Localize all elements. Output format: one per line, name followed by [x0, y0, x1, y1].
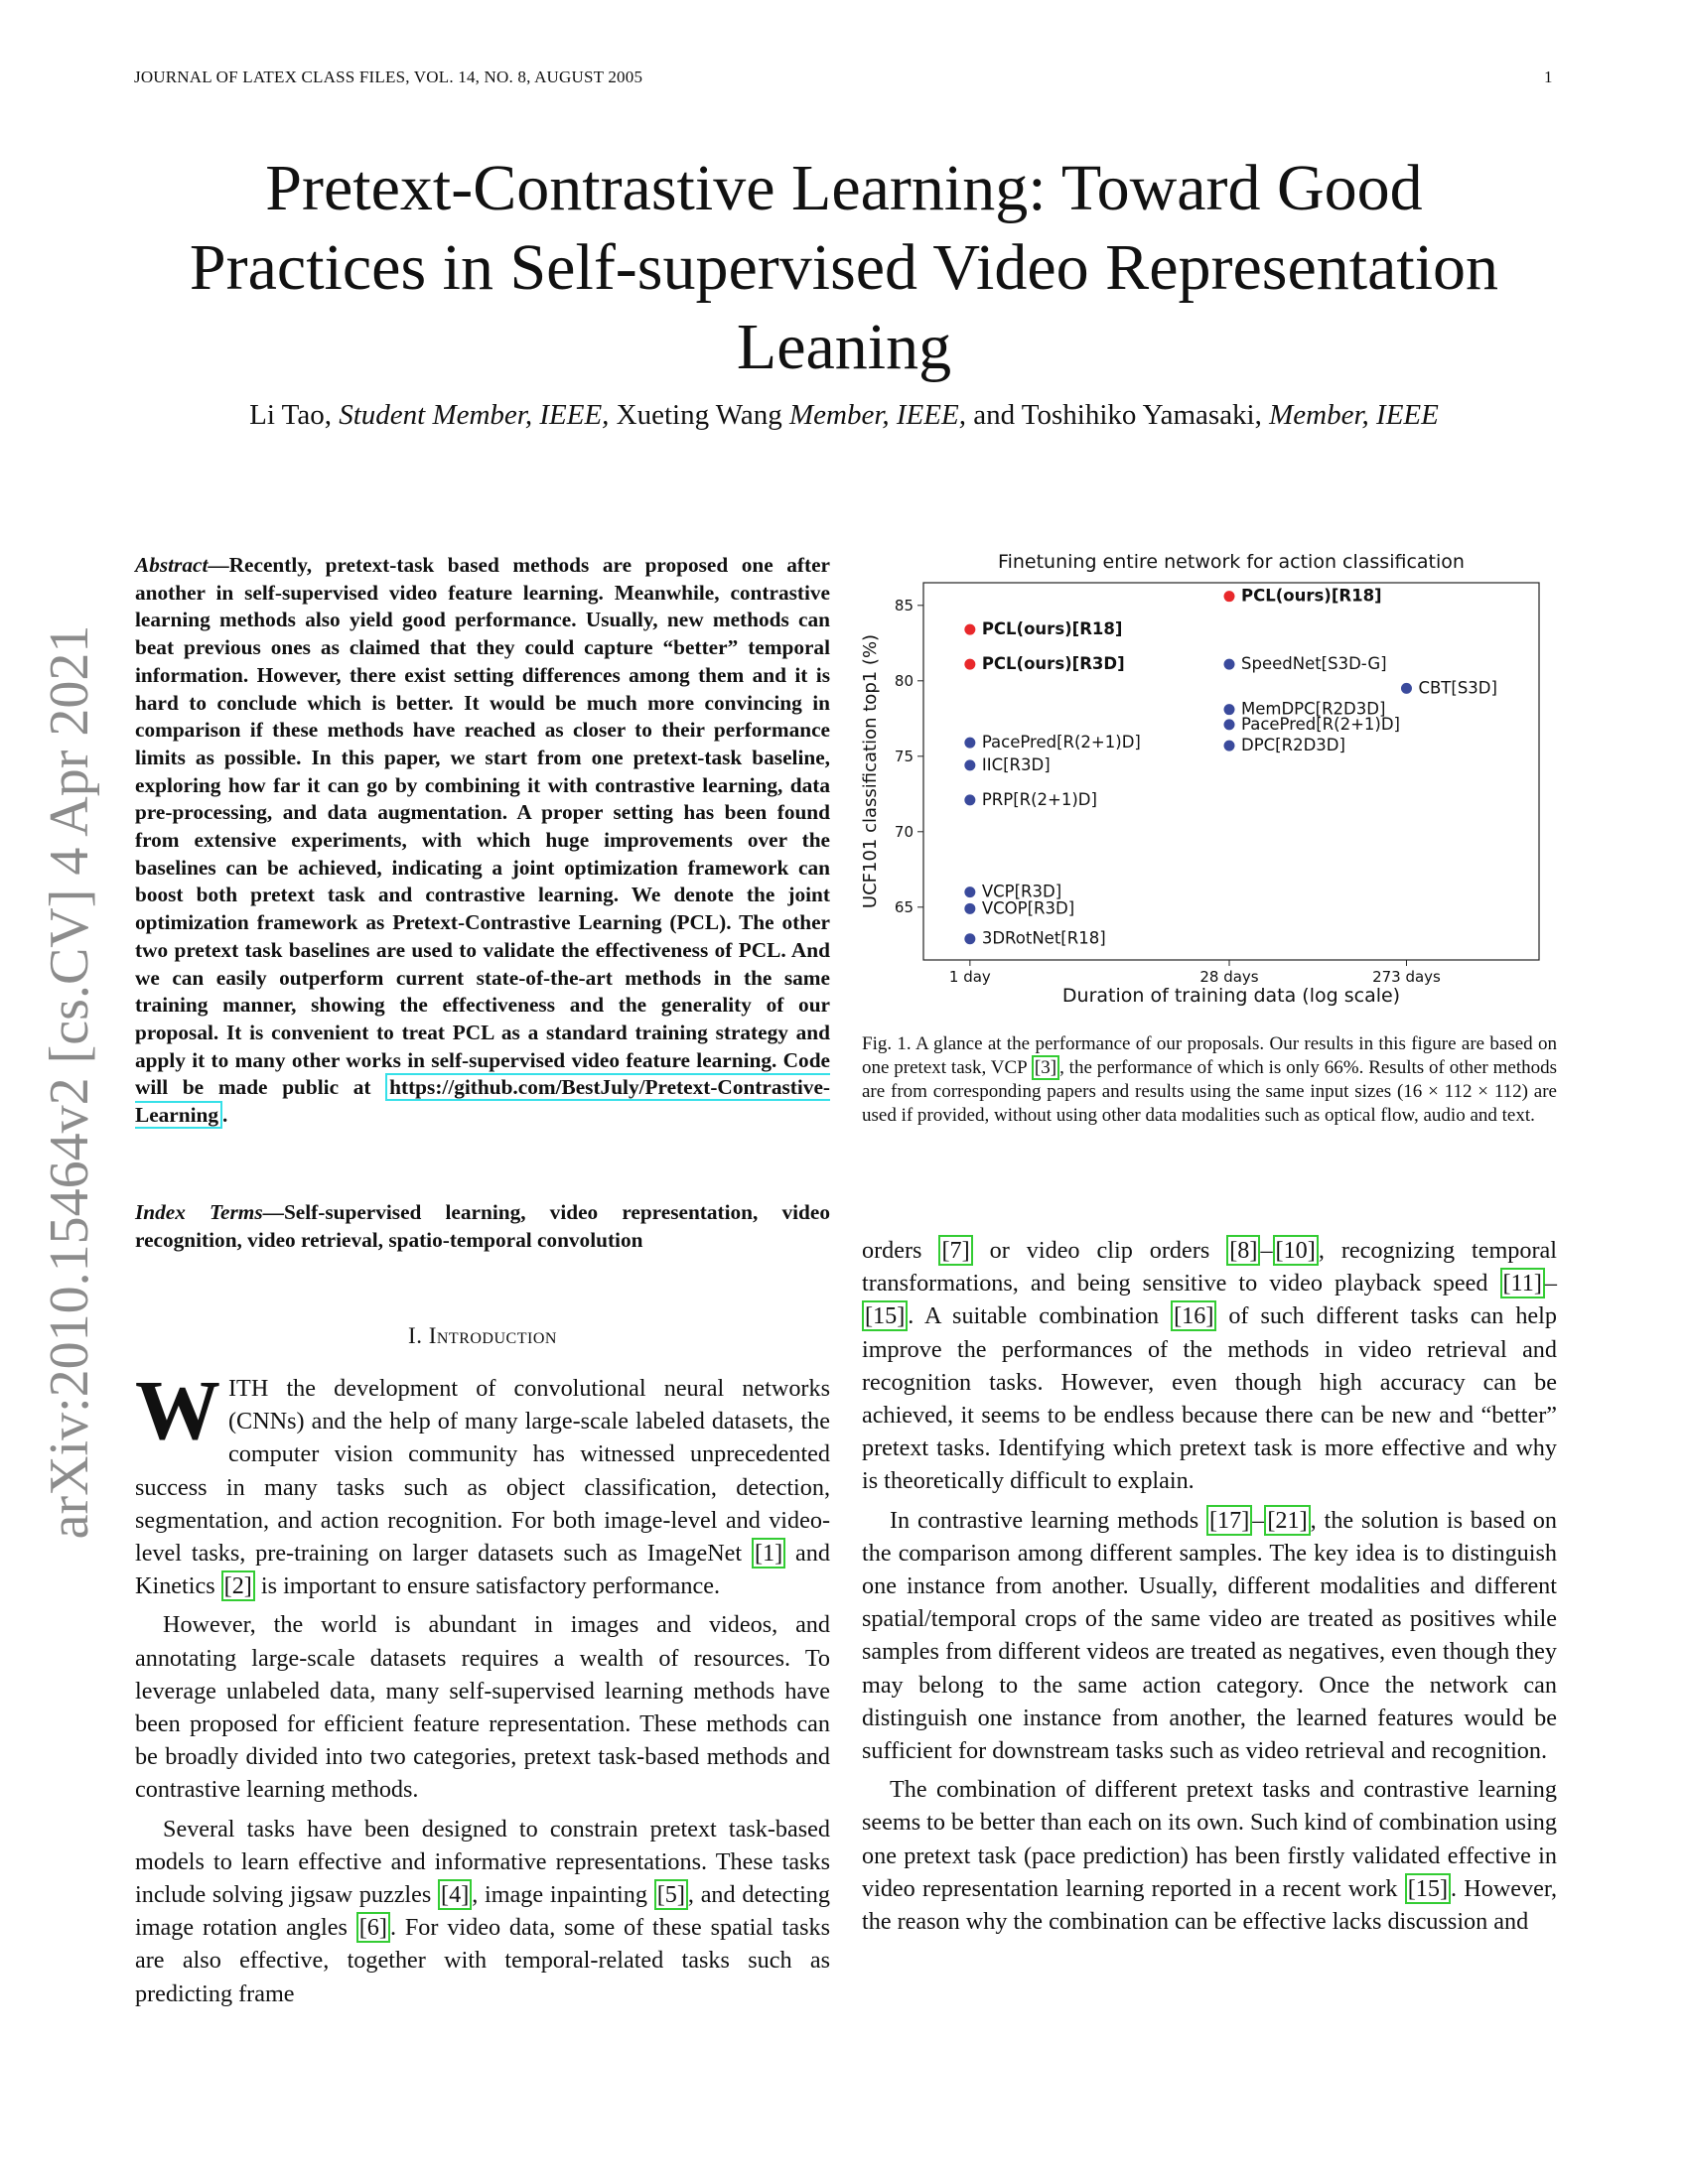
- text-run: and Kinetics: [135, 1540, 830, 1600]
- citation-link[interactable]: [16]: [1171, 1300, 1216, 1331]
- point-label: VCP[R3D]: [981, 882, 1062, 901]
- text-run: , image inpainting: [472, 1881, 654, 1909]
- data-point: [964, 933, 975, 944]
- abstract-lead: Abstract: [135, 553, 209, 577]
- author-1-role: Student Member, IEEE,: [339, 399, 610, 431]
- data-point: [1224, 659, 1235, 670]
- text-run: In contrastive learning methods: [890, 1506, 1206, 1534]
- abstract-text: —Recently, pretext-task based methods are proposed one after another in self-supervised video feature learning. Meanwhile, contrastive learning methods also yield good performance. Usually, new methods can beat previous ones as claimed that they could capture “better” temporal information. However, there exist setting differences among them and it is hard to conclude which is better. It would be much more convincing in comparison if these methods have reached as closer to their performance limits as possible. In this paper, we start from one pretext-task baseline, exploring how far it can go by combining it with contrastive learning, data pre-processing, and data augmentation. A proper setting has been found from extensive experiments, with which huge improvements over the baselines can be achieved, indicating a joint optimization framework can boost both pretext task and contrastive learning. We denote the joint optimization framework as Pretext-Contrastive Learning (PCL). The other two pretext task baselines are used to validate the effectiveness of PCL. And we can easily outperform current state-of-the-art methods in the same training manner, showing the effectiveness and the generality of our proposal. It is convenient to treat PCL as a standard training strategy and apply it to many other works in self-supervised video feature learning. Code will be made public at: [135, 553, 830, 1100]
- x-axis: [949, 960, 1441, 986]
- section-number: I.: [408, 1323, 423, 1348]
- citation-link[interactable]: [15]: [862, 1300, 908, 1331]
- paper-title: [129, 149, 1559, 387]
- citation-link[interactable]: [5]: [654, 1879, 688, 1910]
- intro-paragraph-2: However, the world is abundant in images and videos, and annotating large-scale datasets requires a wealth of resources. To leverage unlabeled data, many self-supervised learning methods have been proposed for efficient feature representation. These methods can be broadly divided into two categories, pretext task-based methods and contrastive learning methods.: [135, 1611, 830, 1804]
- author-3-name: and Toshihiko Yamasaki,: [973, 399, 1262, 431]
- y-tick-label: 65: [894, 897, 914, 916]
- citation-link[interactable]: [3]: [1032, 1055, 1059, 1080]
- data-point: [964, 624, 975, 635]
- data-point: [1224, 591, 1235, 602]
- text-run: Fig. 1. A glance at the performance of our proposals. Our results in this figure are based on one pretext task, VCP: [862, 1033, 1557, 1078]
- index-terms: [135, 1199, 830, 1254]
- intro-paragraph-3: [135, 1813, 830, 2010]
- point-label: PCL(ours)[R3D]: [981, 654, 1125, 674]
- index-terms-lead: Index Terms: [135, 1200, 263, 1224]
- point-label: CBT[S3D]: [1418, 678, 1497, 698]
- text-run: The combination of different pretext tasks and contrastive learning seems to be better than each on its own. Such kind of combination using one pretext task (pace prediction) has been firstly validated effective in video representation learning reported in a recent work: [862, 1776, 1557, 1902]
- y-axis-label: UCF101 classification top1 (%): [860, 633, 881, 909]
- figure-1-caption: [862, 1032, 1557, 1128]
- text-run: . A suitable combination: [908, 1302, 1172, 1330]
- text-run: of such different tasks can help improve the performances of the methods in video retrieval and recognition tasks. However, even though high accuracy can be achieved, it seems to be endless because there can be new and “better” pretext tasks. Identifying which pretext task is more effective and why is theoretically difficult to explain.: [862, 1302, 1557, 1495]
- x-axis-label: Duration of training data (log scale): [1061, 985, 1401, 1007]
- data-point: [964, 759, 975, 770]
- title-line-2: Practices in Self-supervised Video Representation: [189, 231, 1499, 304]
- y-tick-label: 70: [894, 822, 914, 841]
- x-tick-label: 28 days: [1199, 968, 1259, 986]
- text-run: , the performance of which is only 66%. Results of other methods are from corresponding papers and results using the same input sizes (16 × 112 × 112) are used if provided, without using other data modalities such as optical flow, audio and text.: [862, 1057, 1557, 1126]
- data-point: [964, 903, 975, 914]
- data-point: [964, 887, 975, 897]
- text-run: , recognizing temporal transformations, and being sensitive to video playback speed: [862, 1237, 1558, 1297]
- citation-link[interactable]: [11]: [1500, 1268, 1545, 1298]
- text-run: . However, the reason why the combination can be effective lacks discussion and: [862, 1874, 1557, 1936]
- intro-right-column: [862, 1234, 1557, 1944]
- section-heading: [135, 1323, 830, 1349]
- text-run: –: [1260, 1237, 1273, 1264]
- point-label: PCL(ours)[R18]: [981, 619, 1123, 639]
- text-run: , and detecting image rotation angles: [135, 1881, 830, 1942]
- data-point: [964, 794, 975, 805]
- text-run: –: [1252, 1506, 1265, 1534]
- citation-link[interactable]: [15]: [1405, 1873, 1451, 1904]
- abstract: [135, 552, 830, 1130]
- text-run: ITH the development of convolutional neural networks (CNNs) and the help of many large-scale labeled datasets, the computer vision community has witnessed unprecedented success in many tasks such as object classification, detection, segmentation, and action recognition. For both image-level and video-level tasks, pre-training on larger datasets such as ImageNet: [135, 1375, 830, 1568]
- running-head: JOURNAL OF LATEX CLASS FILES, VOL. 14, NO. 8, AUGUST 2005: [134, 68, 643, 86]
- text-run: . For video data, some of these spatial tasks are also effective, together with temporal-related tasks such as predicting frame: [135, 1914, 831, 2007]
- right-paragraph-2: [862, 1504, 1557, 1768]
- text-run: orders: [862, 1237, 939, 1264]
- citation-link[interactable]: [21]: [1264, 1505, 1310, 1536]
- abstract-end: .: [222, 1103, 228, 1128]
- citation-link[interactable]: [6]: [356, 1912, 390, 1943]
- text-run: is important to ensure satisfactory performance.: [254, 1572, 720, 1600]
- data-point: [1224, 741, 1235, 751]
- point-label: 3DRotNet[R18]: [981, 928, 1106, 948]
- citation-link[interactable]: [10]: [1273, 1235, 1319, 1266]
- section-title: Introduction: [428, 1323, 557, 1348]
- text-run: –: [1544, 1270, 1557, 1297]
- x-tick-label: 273 days: [1372, 968, 1441, 986]
- scatter-plot: [854, 541, 1569, 1013]
- text-run: or video clip orders: [972, 1237, 1227, 1264]
- author-list: [129, 399, 1559, 432]
- author-1-name: Li Tao,: [249, 399, 332, 431]
- dropcap: W: [135, 1362, 220, 1457]
- text-run: , the solution is based on the comparison among different samples. The key idea is to distinguish one instance from another. Usually, different modalities and different spatial/temporal crops of the same video are treated as positives while samples from different videos are treated as negatives, even though they may belong to the same action category. Once the network can distinguish one instance from another, the learned features would be sufficient for downstream tasks such as video retrieval and recognition.: [862, 1506, 1557, 1765]
- point-label: SpeedNet[S3D-G]: [1241, 654, 1387, 674]
- x-tick-label: 1 day: [948, 968, 991, 986]
- data-point: [964, 659, 975, 670]
- figure-1-chart: [854, 541, 1569, 1013]
- author-3-role: Member, IEEE: [1269, 399, 1439, 431]
- point-label: PRP[R(2+1)D]: [981, 789, 1097, 809]
- point-label: MemDPC[R2D3D]: [1241, 699, 1386, 719]
- data-point: [964, 738, 975, 749]
- data-point: [1224, 719, 1235, 730]
- y-tick-label: 85: [894, 596, 914, 614]
- author-2-name: Xueting Wang: [616, 399, 782, 431]
- citation-link[interactable]: [7]: [938, 1235, 972, 1266]
- intro-paragraph-1: [135, 1362, 830, 1602]
- index-terms-text: —Self-supervised learning, video representation, video recognition, video retrieval, spatio-temporal convolution: [135, 1200, 830, 1252]
- point-label: DPC[R2D3D]: [1241, 736, 1345, 755]
- text-run: Several tasks have been designed to constrain pretext task-based models to learn effective and informative representations. These tasks include solving jigsaw puzzles: [135, 1815, 830, 1909]
- citation-link[interactable]: [17]: [1206, 1505, 1252, 1536]
- data-points: [964, 587, 1497, 948]
- point-label: PCL(ours)[R18]: [1241, 586, 1382, 606]
- citation-link[interactable]: [1]: [752, 1538, 785, 1569]
- y-tick-label: 80: [894, 671, 914, 690]
- right-paragraph-1: [862, 1234, 1557, 1498]
- y-tick-label: 75: [894, 747, 914, 765]
- citation-link[interactable]: [4]: [438, 1879, 472, 1910]
- chart-title: Finetuning entire network for action classification: [998, 551, 1465, 573]
- point-label: PacePred[R(2+1)D]: [1241, 714, 1401, 734]
- arxiv-stamp[interactable]: arXiv:2010.15464v2 [cs.CV] 4 Apr 2021: [39, 624, 100, 1540]
- point-label: PacePred[R(2+1)D]: [981, 733, 1141, 752]
- code-url-link[interactable]: https://github.com/BestJuly/Pretext-Contrastive-Learning: [135, 1075, 830, 1128]
- title-line-1: Pretext-Contrastive Learning: Toward Good: [265, 152, 1423, 224]
- citation-link[interactable]: [8]: [1226, 1235, 1260, 1266]
- intro-left-column: [135, 1362, 831, 2016]
- title-line-3: Leaning: [736, 311, 952, 383]
- author-2-role: Member, IEEE,: [788, 399, 966, 431]
- arxiv-stamp-container: [35, 586, 104, 1578]
- data-point: [1224, 704, 1235, 715]
- page-number: 1: [1544, 68, 1553, 86]
- point-label: IIC[R3D]: [981, 754, 1051, 774]
- right-paragraph-3: [862, 1773, 1557, 1938]
- data-point: [1401, 683, 1412, 694]
- citation-link[interactable]: [2]: [221, 1570, 255, 1601]
- point-label: VCOP[R3D]: [981, 898, 1075, 918]
- y-axis: [895, 597, 923, 916]
